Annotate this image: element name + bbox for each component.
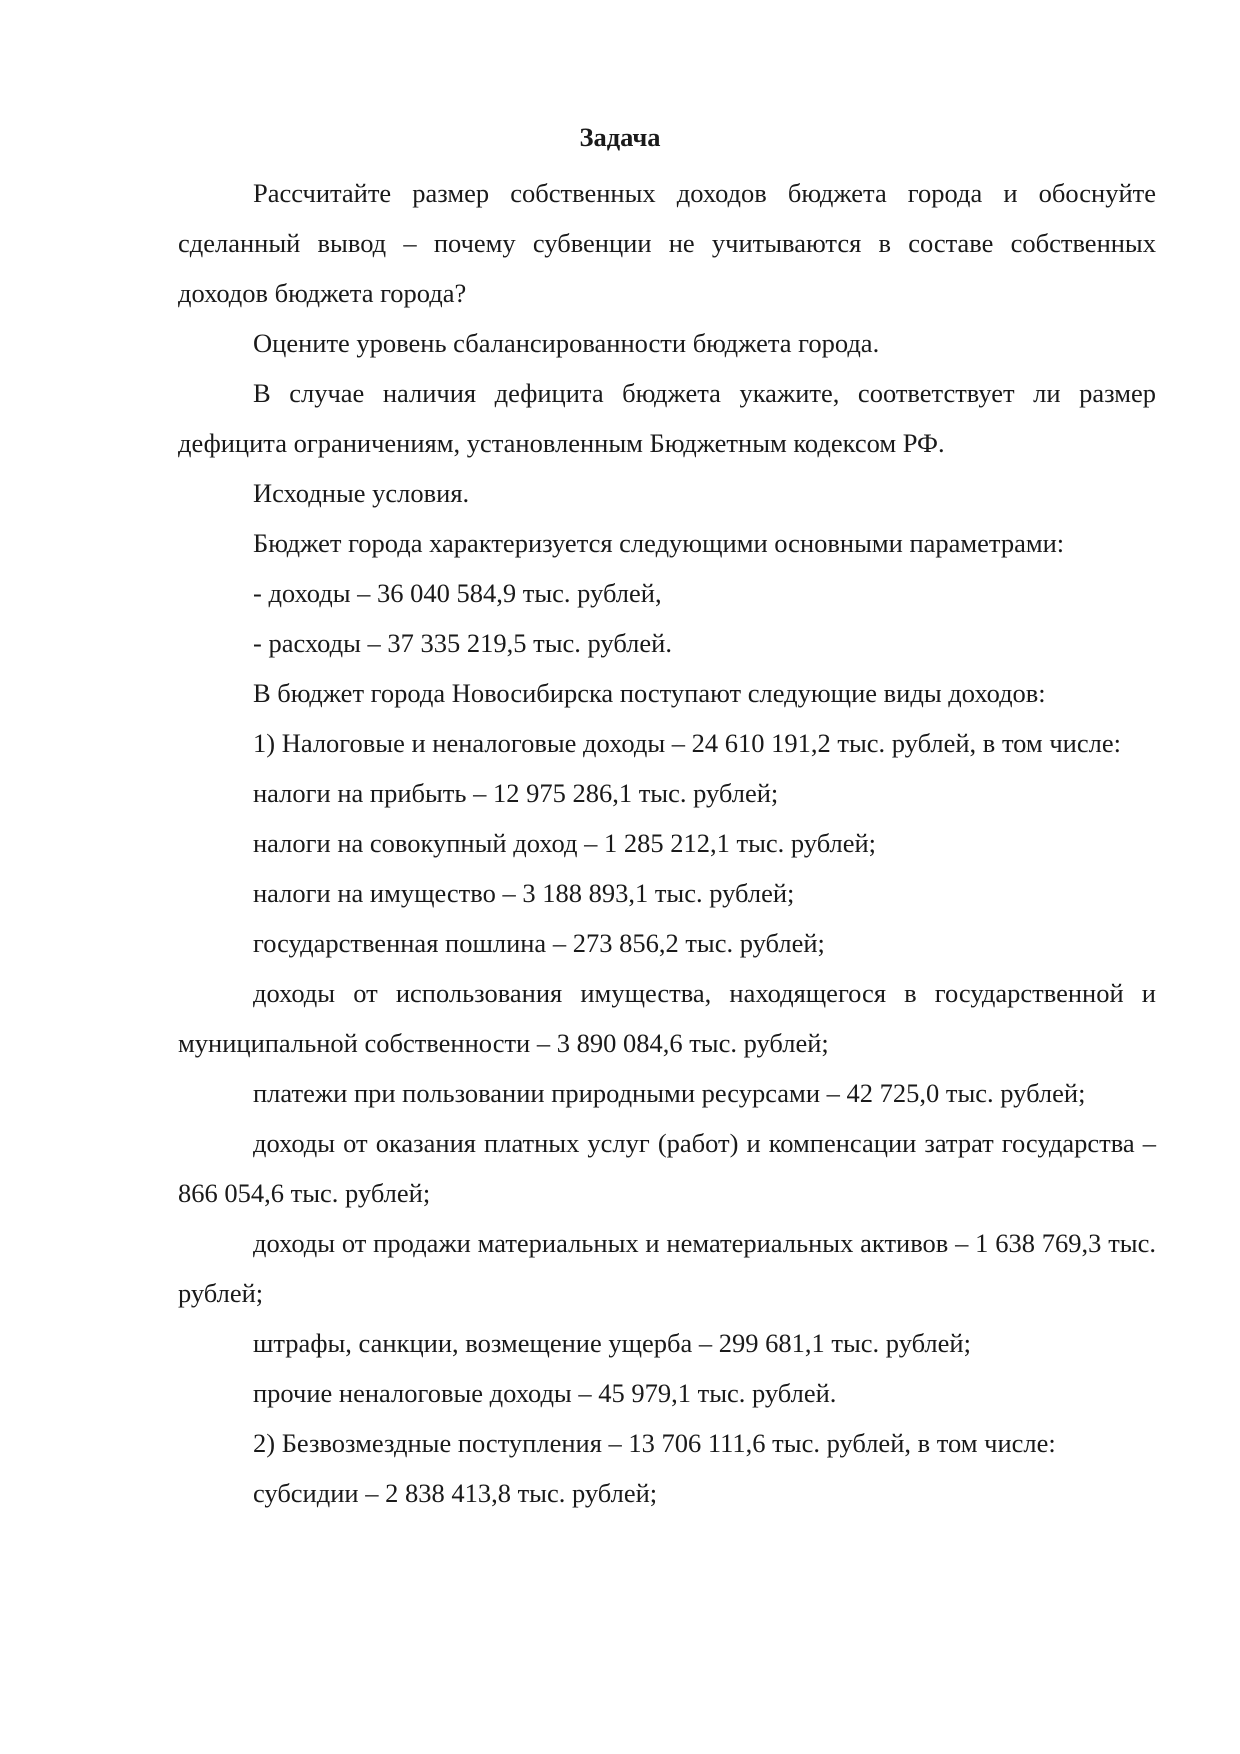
paragraph-other-nontax: прочие неналоговые доходы – 45 979,1 тыс. рублей. (253, 1378, 837, 1408)
paragraph-property-tax: налоги на имущество – 3 188 893,1 тыс. рублей; (253, 878, 795, 908)
paragraph-paid-services: доходы от оказания платных услуг (работ) и компенсации затрат государства – 866 054,6 тыс. рублей; (178, 1128, 1156, 1208)
paragraph-property-use: доходы от использования имущества, находящегося в государственной и муниципальной собственности – 3 890 084,6 тыс. рублей; (178, 978, 1156, 1058)
paragraph-asset-sales: доходы от продажи материальных и нематериальных активов – 1 638 769,3 тыс. рублей; (178, 1228, 1156, 1308)
paragraph-task: Рассчитайте размер собственных доходов бюджета города и обоснуйте сделанный вывод – почему субвенции не учитываются в составе собственных доходов бюджета города? (178, 178, 1156, 308)
paragraph-subsidies: субсидии – 2 838 413,8 тыс. рублей; (253, 1478, 658, 1508)
document-body (178, 168, 1156, 1518)
paragraph-conditions: Исходные условия. (253, 478, 470, 508)
paragraph-tax-nontax: 1) Налоговые и неналоговые доходы – 24 610 191,2 тыс. рублей, в том числе: (253, 728, 1121, 758)
paragraph-aggregate-income-tax: налоги на совокупный доход – 1 285 212,1 тыс. рублей; (253, 828, 877, 858)
paragraph-natural-resources: платежи при пользовании природными ресурсами – 42 725,0 тыс. рублей; (253, 1078, 1086, 1108)
document-title: Задача (579, 122, 661, 152)
paragraph-balance: Оцените уровень сбалансированности бюджета города. (253, 328, 880, 358)
paragraph-parameters: Бюджет города характеризуется следующими основными параметрами: (253, 528, 1065, 558)
paragraph-fines: штрафы, санкции, возмещение ущерба – 299 681,1 тыс. рублей; (253, 1328, 971, 1358)
paragraph-expense-total: - расходы – 37 335 219,5 тыс. рублей. (253, 628, 672, 658)
paragraph-income-types: В бюджет города Новосибирска поступают следующие виды доходов: (253, 678, 1046, 708)
paragraph-profit-tax: налоги на прибыть – 12 975 286,1 тыс. рублей; (253, 778, 779, 808)
paragraph-income-total: - доходы – 36 040 584,9 тыс. рублей, (253, 578, 662, 608)
paragraph-gratuitous-receipts: 2) Безвозмездные поступления – 13 706 111,6 тыс. рублей, в том числе: (253, 1428, 1056, 1458)
paragraph-deficit: В случае наличия дефицита бюджета укажите, соответствует ли размер дефицита ограничениям, установленным Бюджетным кодексом РФ. (178, 378, 1156, 458)
paragraph-state-duty: государственная пошлина – 273 856,2 тыс. рублей; (253, 928, 825, 958)
